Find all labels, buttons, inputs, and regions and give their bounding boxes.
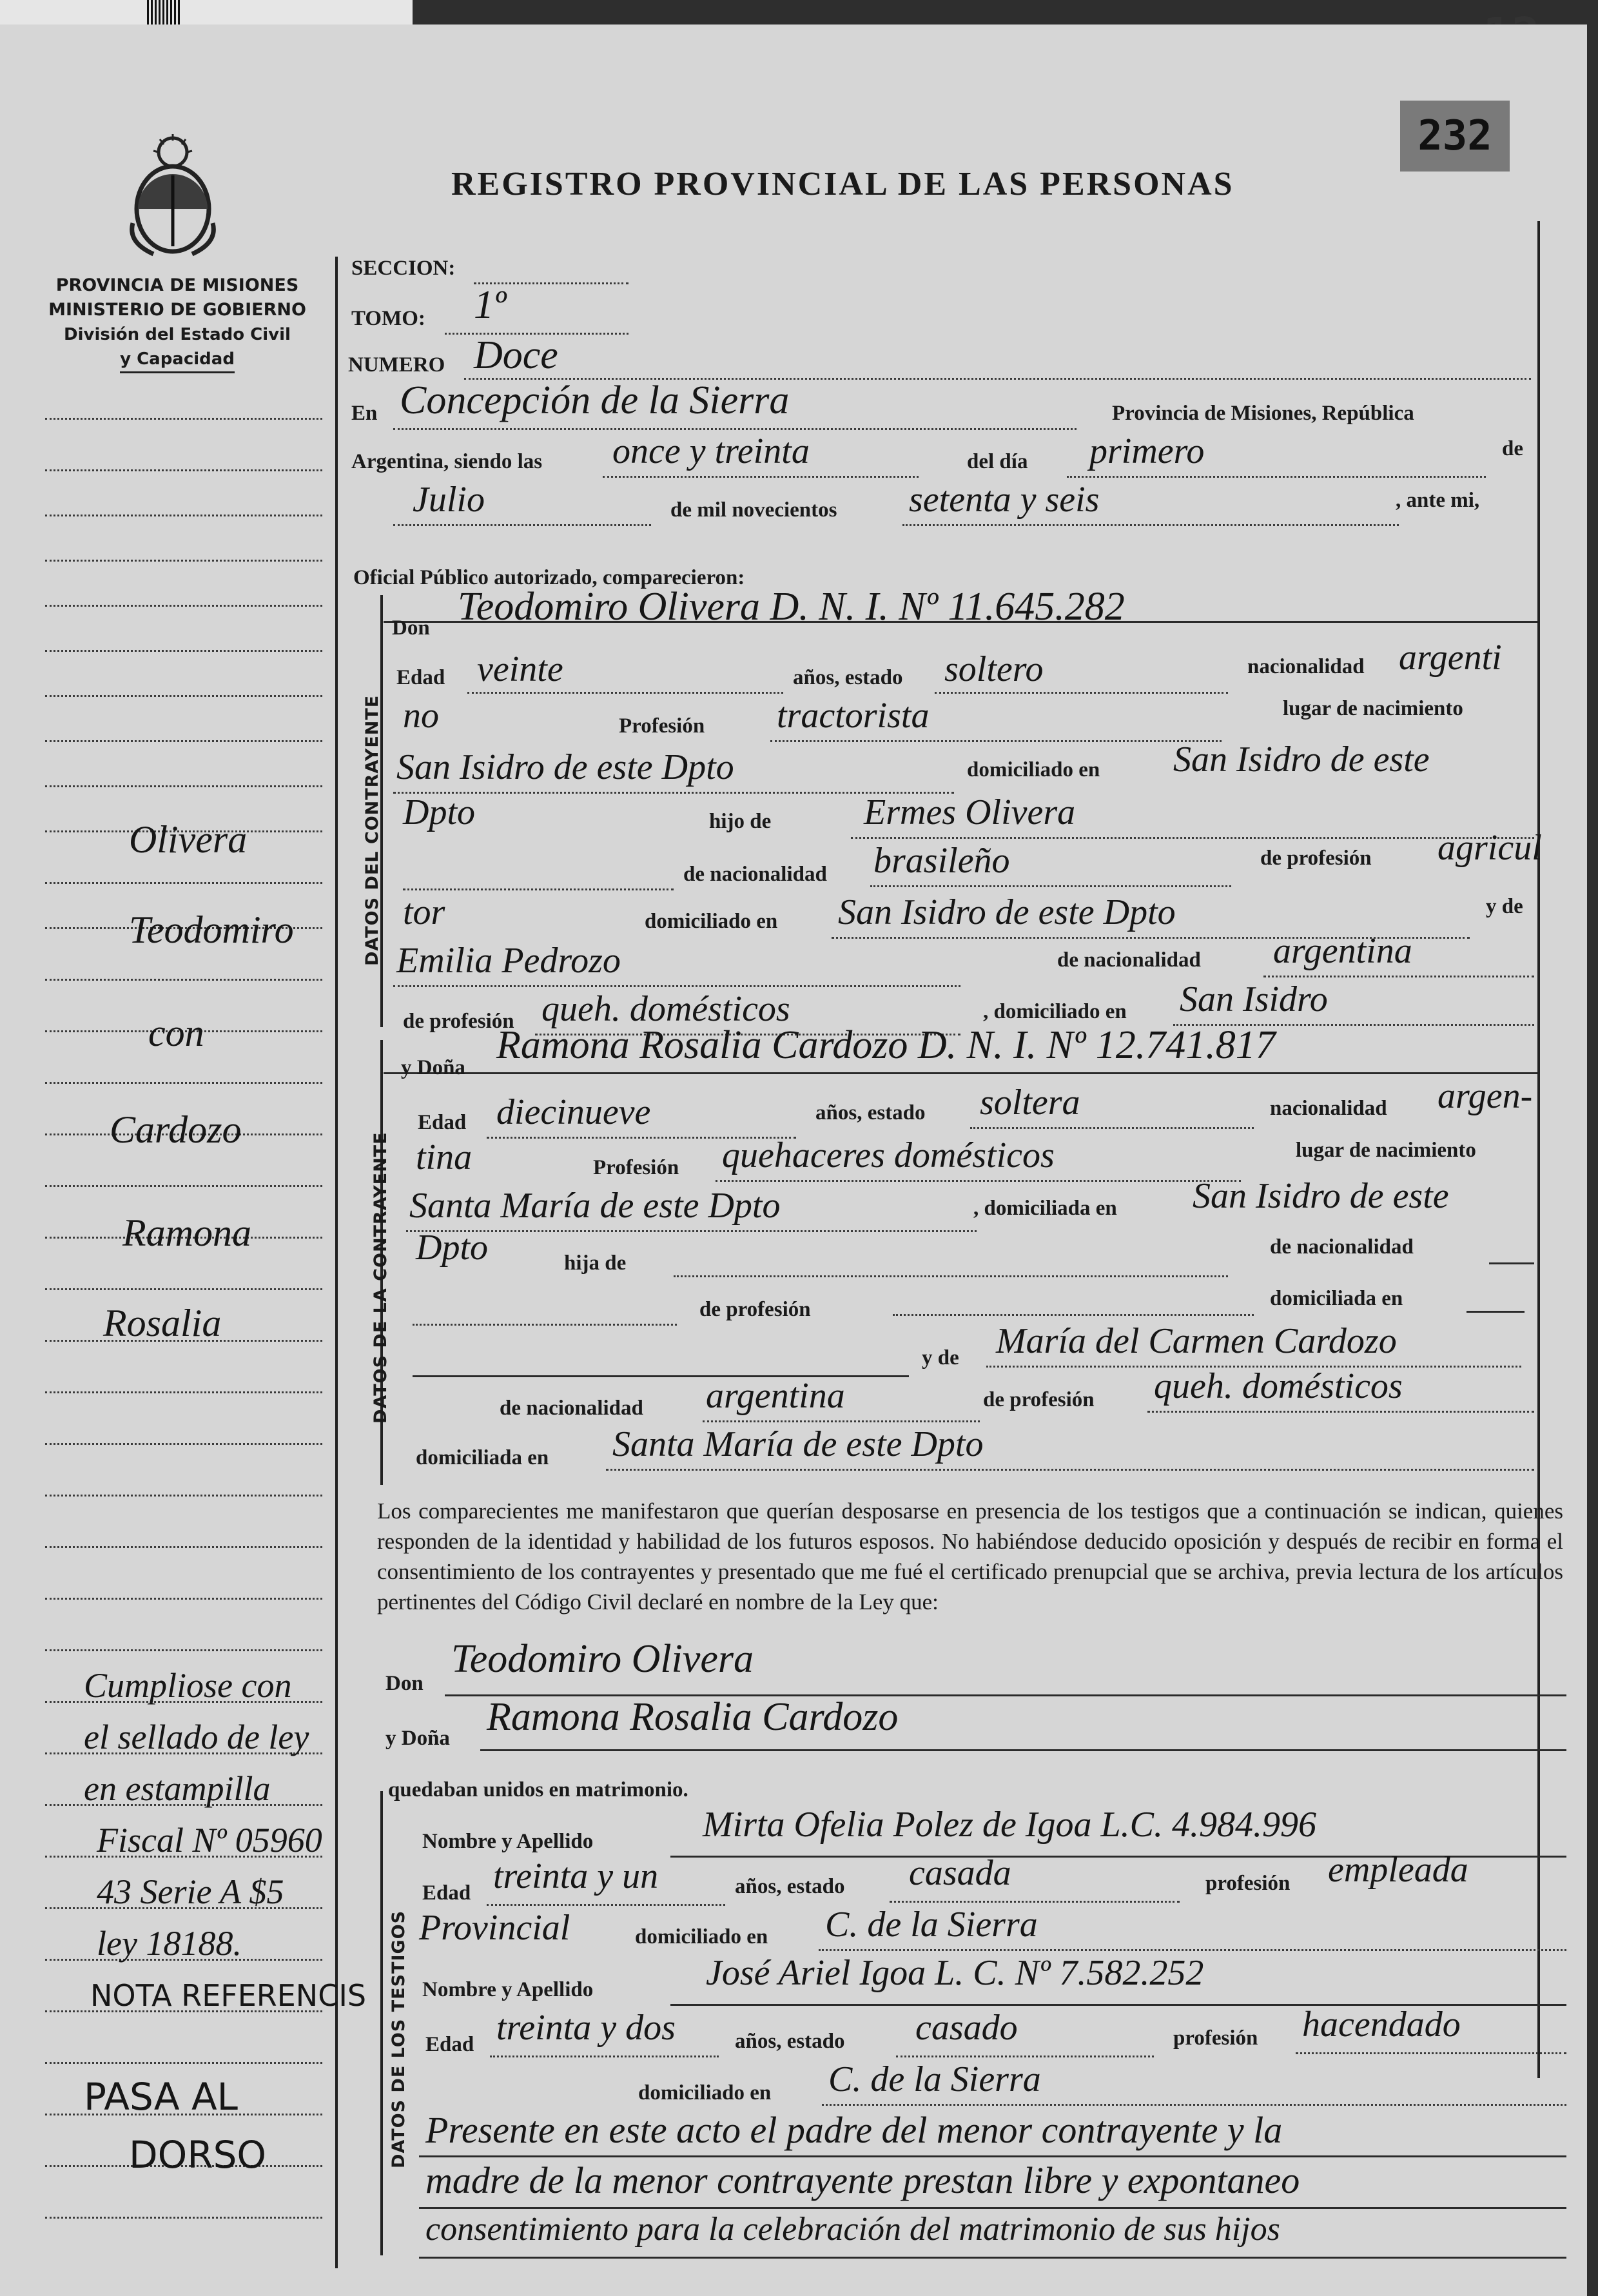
declaration-paragraph: Los comparecientes me manifestaron que querían desposarse en presencia de los testigos que a continuación se indican, quienes responden de la identidad y habilidad de los futuros esposos. No habiéndose deducido oposición y después de recibir en forma el consentimiento de los contrayentes y presentado que me fué el certificado prenupcial que se archiva, previa lectura de los artículos pertinentes del Código Civil declaré en nombre de la Ley que: <box>377 1498 1563 1614</box>
madre-prof-label: de profesión <box>403 1010 514 1033</box>
lugar-nac-label: lugar de nacimiento <box>1296 1139 1476 1162</box>
unidos-text: quedaban unidos en matrimonio. <box>388 1778 688 1801</box>
lugar-nac-line <box>406 1230 977 1232</box>
nacionalidad-value-cont: no <box>403 696 439 736</box>
profesion-value: quehaceres domésticos <box>722 1135 1055 1175</box>
madre-nac-line <box>1263 976 1534 977</box>
domicilio-value: San Isidro de este <box>1173 740 1430 780</box>
lugar-nac-value: Santa María de este Dpto <box>409 1186 781 1226</box>
hija-de-label: hija de <box>564 1251 627 1275</box>
edad-value: veinte <box>477 649 563 689</box>
blank-line <box>413 1324 677 1326</box>
y-de-label: y de <box>922 1346 959 1369</box>
testigos-side-label: DATOS DE LOS TESTIGOS <box>389 1910 409 2168</box>
t1-prof-label: profesión <box>1205 1872 1291 1895</box>
mes-value: Julio <box>413 480 485 520</box>
t1-dom: C. de la Sierra <box>825 1905 1038 1945</box>
t2-prof: hacendado <box>1302 2005 1461 2045</box>
madre-dom-value: Santa María de este Dpto <box>612 1424 984 1464</box>
t2-estado-line <box>896 2056 1154 2057</box>
margin-note: en estampilla <box>84 1769 271 1808</box>
madre-dom-label: , domiciliado en <box>983 1000 1127 1023</box>
dona-nombre: Ramona Rosalia Cardozo <box>487 1695 899 1739</box>
madre-line <box>393 985 960 987</box>
seccion-label: SECCION: <box>351 257 456 280</box>
dia-value: primero <box>1089 431 1205 471</box>
margin-pasa: PASA AL <box>84 2075 238 2119</box>
lugar-nac-label: lugar de nacimiento <box>1283 697 1463 720</box>
t1-nombre-label: Nombre y Apellido <box>422 1830 594 1853</box>
dona-label: y Doña <box>385 1727 450 1750</box>
dia-line <box>1067 476 1486 478</box>
margin-note: 43 Serie A $5 <box>97 1872 284 1911</box>
nacionalidad-label: nacionalidad <box>1247 655 1365 678</box>
numero-label: NUMERO <box>348 353 445 377</box>
domiciliado-label: domiciliado en <box>967 758 1100 781</box>
margin-name: Cardozo <box>110 1108 242 1151</box>
padre-dom-label: domiciliada en <box>1270 1287 1403 1310</box>
margin-name: Rosalia <box>103 1302 222 1344</box>
padre-prof-label: de profesión <box>1260 847 1372 870</box>
dona-label: y Doña <box>401 1056 465 1079</box>
madre-nac-label: de nacionalidad <box>500 1397 643 1420</box>
t2-dom-line <box>822 2104 1566 2106</box>
domicilio-value-cont: Dpto <box>416 1228 488 1268</box>
margin-note: Cumpliose con <box>84 1666 292 1705</box>
estado-line <box>935 692 1228 694</box>
domicilio-value: San Isidro de este <box>1193 1176 1449 1216</box>
padre-prof-value-cont: tor <box>403 892 445 932</box>
madre-dom-value: San Isidro <box>1180 979 1328 1019</box>
margin-note: Fiscal Nº 05960 <box>97 1821 322 1859</box>
ministry-line: División del Estado Civil <box>64 325 291 344</box>
t2-prof-line <box>1296 2052 1566 2054</box>
t2-edad-line <box>490 2056 719 2057</box>
tomo-value: 1º <box>474 283 507 327</box>
t1-edad-line <box>487 1904 725 1906</box>
madre-dom-label: domiciliada en <box>416 1446 549 1469</box>
margin-name: Olivera <box>129 818 248 861</box>
numero-value: Doce <box>474 333 558 377</box>
mil-label: de mil novecientos <box>670 498 837 522</box>
don-label: Don <box>392 616 430 640</box>
nota-line: madre de la menor contrayente prestan libre y expontaneo <box>425 2159 1300 2201</box>
lugar-line <box>393 428 1077 430</box>
madre-value: María del Carmen Cardozo <box>996 1321 1397 1361</box>
anio-line <box>902 524 1399 526</box>
anios-estado-label: años, estado <box>793 666 903 689</box>
t1-prof-cont: Provincial <box>419 1908 570 1948</box>
t2-edad-label: Edad <box>425 2033 474 2056</box>
edad-value: diecinueve <box>496 1092 651 1132</box>
domiciliada-label: , domiciliada en <box>973 1197 1117 1220</box>
nacionalidad-value: argen- <box>1437 1076 1533 1116</box>
hijo-de-label: hijo de <box>709 810 772 833</box>
ante-mi-text: , ante mi, <box>1396 489 1480 512</box>
mes-line <box>393 524 651 526</box>
madre-prof-line <box>1147 1411 1534 1413</box>
coat-of-arms-icon <box>128 133 218 257</box>
padre-prof-label: de profesión <box>699 1298 811 1321</box>
margin-note: ley 18188. <box>97 1924 242 1963</box>
margin-name: Ramona <box>122 1212 251 1254</box>
dona-line <box>480 1749 1566 1751</box>
padre-prof-value: agricul <box>1437 828 1542 868</box>
t1-dom-line <box>819 1949 1566 1951</box>
t2-prof-label: profesión <box>1173 2026 1258 2050</box>
t1-prof: empleada <box>1328 1850 1468 1890</box>
t2-estado-label: años, estado <box>735 2030 845 2053</box>
margin-nota-ref: NOTA REFERENCIS <box>90 1978 367 2013</box>
madre-nac-label: de nacionalidad <box>1057 948 1201 972</box>
padre-nac-line <box>870 885 1231 887</box>
tomo-label: TOMO: <box>351 307 425 330</box>
del-dia-label: del día <box>967 450 1028 473</box>
anios-estado-label: años, estado <box>815 1101 926 1124</box>
madre-nac-value: argentina <box>1273 931 1412 971</box>
nacionalidad-value-cont: tina <box>416 1137 473 1177</box>
ministry-line: PROVINCIA DE MISIONES <box>55 275 299 295</box>
madre-value: Emilia Pedrozo <box>396 941 621 981</box>
edad-line <box>467 692 783 694</box>
estado-value: soltero <box>944 649 1044 689</box>
profesion-label: Profesión <box>619 714 705 738</box>
don-label: Don <box>385 1672 424 1695</box>
edad-label: Edad <box>396 666 445 689</box>
nota-rule <box>419 2155 1566 2157</box>
y-de-label: y de <box>1486 895 1523 918</box>
anio-value: setenta y seis <box>909 480 1100 520</box>
blank-line <box>403 888 674 890</box>
estado-line <box>970 1127 1254 1129</box>
padre-nac-label: de nacionalidad <box>1270 1235 1414 1259</box>
section-top-rule <box>384 1072 1537 1074</box>
t1-nombre: Mirta Ofelia Polez de Igoa L.C. 4.984.996 <box>703 1805 1316 1845</box>
provincia-text: Provincia de Misiones, República <box>1112 402 1414 425</box>
t1-estado-line <box>890 1901 1180 1903</box>
padre-nac-label: de nacionalidad <box>683 863 827 886</box>
don-nombre: Teodomiro Olivera <box>451 1637 754 1681</box>
t1-edad: treinta y un <box>493 1856 659 1896</box>
contrayente-side-label: DATOS DEL CONTRAYENTE <box>362 694 382 966</box>
margin-name: con <box>148 1012 204 1054</box>
en-label: En <box>351 402 378 425</box>
t2-estado: casado <box>915 2008 1018 2048</box>
contrayente-nombre: Teodomiro Olivera D. N. I. Nº 11.645.282 <box>458 585 1125 629</box>
madre-nac-value: argentina <box>706 1376 845 1416</box>
margin-name: Teodomiro <box>129 908 294 951</box>
padre-dom-label: domiciliado en <box>645 910 778 933</box>
nota-line: consentimiento para la celebración del matrimonio de sus hijos <box>425 2211 1280 2248</box>
madre-prof-value: queh. domésticos <box>541 989 790 1029</box>
page-title: REGISTRO PROVINCIAL DE LAS PERSONAS <box>451 166 1234 202</box>
madre-prof-value: queh. domésticos <box>1154 1366 1403 1406</box>
t1-edad-label: Edad <box>422 1881 471 1905</box>
contrayenta-nombre: Ramona Rosalia Cardozo D. N. I. Nº 12.741.817 <box>496 1023 1276 1067</box>
padre-line <box>674 1275 1228 1277</box>
t1-dom-label: domiciliado en <box>635 1925 768 1948</box>
estado-value: soltera <box>980 1083 1080 1123</box>
ministry-header <box>39 273 316 373</box>
profesion-line <box>770 740 1222 742</box>
t2-dom-label: domiciliado en <box>638 2081 772 2105</box>
hora-line <box>603 476 919 478</box>
padre-dom-line <box>1466 1311 1525 1313</box>
margin-note: el sellado de ley <box>84 1718 309 1756</box>
right-rule <box>1537 221 1540 2078</box>
t2-nombre-label: Nombre y Apellido <box>422 1978 594 2001</box>
profesion-label: Profesión <box>593 1156 679 1179</box>
hora-value: once y treinta <box>612 431 810 471</box>
madre-prof-label: de profesión <box>983 1388 1095 1411</box>
nacionalidad-value: argenti <box>1399 638 1502 678</box>
ministry-line: y Capacidad <box>120 347 235 373</box>
madre-nac-line <box>703 1420 980 1422</box>
padre-value: Ermes Olivera <box>864 792 1076 832</box>
padre-dom-value: San Isidro de este Dpto <box>838 892 1176 932</box>
nacionalidad-label: nacionalidad <box>1270 1097 1387 1120</box>
t2-nombre: José Ariel Igoa L. C. Nº 7.582.252 <box>706 1953 1204 1993</box>
profesion-line <box>716 1180 1241 1182</box>
t2-edad: treinta y dos <box>496 2008 676 2048</box>
t1-estado-label: años, estado <box>735 1875 845 1898</box>
profesion-value: tractorista <box>777 696 930 736</box>
nota-rule <box>419 2257 1566 2259</box>
padre-line <box>851 837 1534 839</box>
ministry-line: MINISTERIO DE GOBIERNO <box>48 300 306 320</box>
domicilio-value-cont: Dpto <box>403 792 475 832</box>
padre-nac-value: brasileño <box>873 841 1010 881</box>
contrayenta-side-label: DATOS DE LA CONTRAYENTE <box>371 1132 391 1424</box>
argentina-text: Argentina, siendo las <box>351 450 543 473</box>
nota-line: Presente en este acto el padre del menor contrayente y la <box>425 2109 1283 2151</box>
margin-pasa: DORSO <box>129 2133 267 2177</box>
de-label: de <box>1502 437 1523 460</box>
document-page <box>0 25 1587 2296</box>
oficial-text: Oficial Público autorizado, comparecieron: <box>353 566 745 589</box>
padre-prof-line <box>893 1314 1254 1316</box>
edad-label: Edad <box>418 1111 467 1134</box>
stamp-number: 232 <box>1400 101 1510 172</box>
lugar-nac-value: San Isidro de este Dpto <box>396 747 734 787</box>
madre-dom-line <box>606 1469 1534 1471</box>
section-rule <box>380 1791 383 2255</box>
padre-nac-line <box>1489 1262 1534 1264</box>
margin-rule <box>335 257 338 2268</box>
t2-dom: C. de la Sierra <box>828 2059 1041 2099</box>
t1-estado: casada <box>909 1853 1011 1893</box>
lugar-value: Concepción de la Sierra <box>400 378 790 422</box>
nota-rule <box>419 2207 1566 2209</box>
